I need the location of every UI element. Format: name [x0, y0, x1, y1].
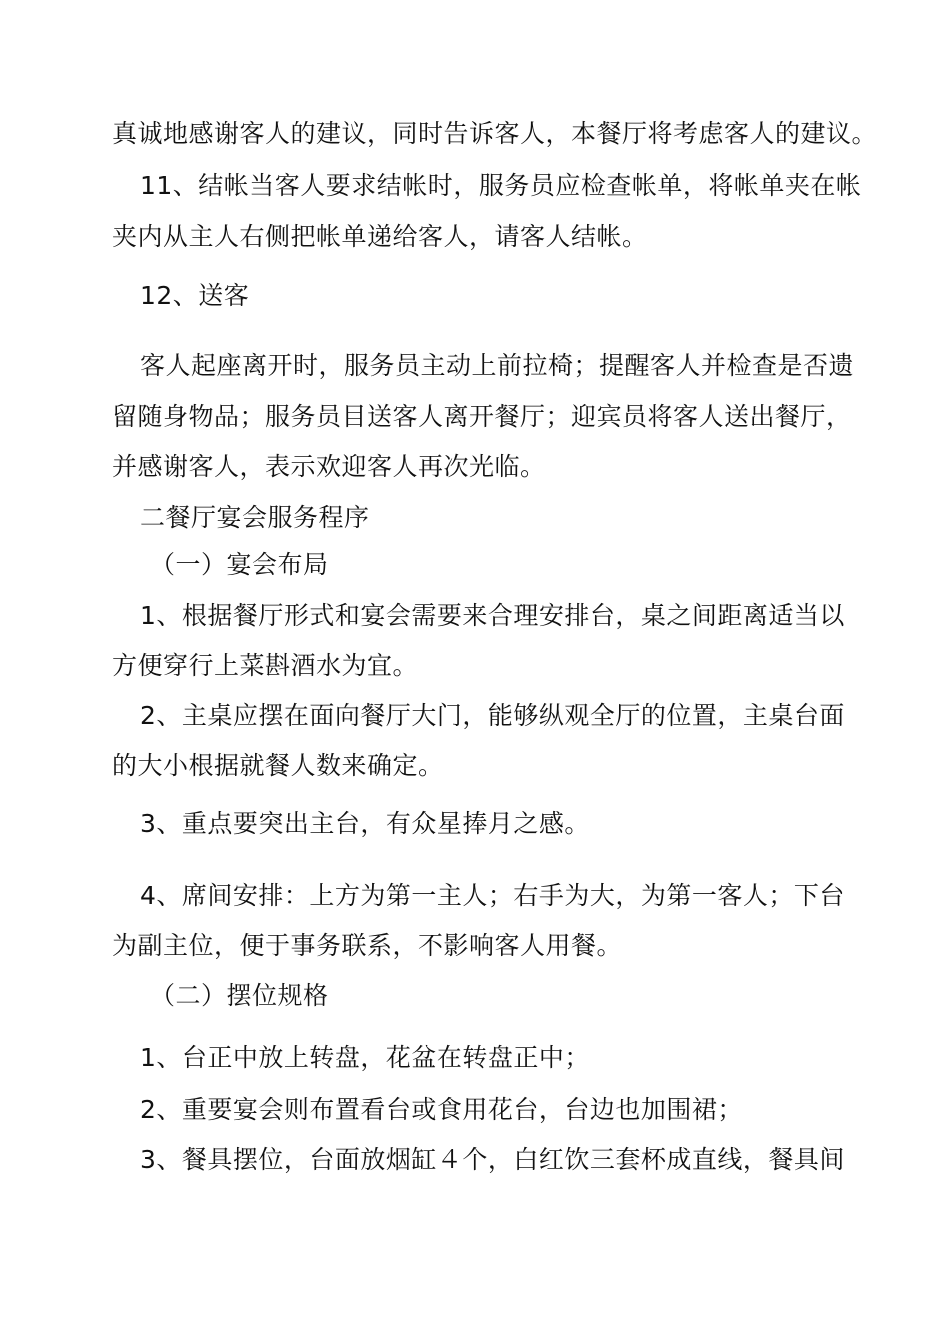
- paragraph-line: 并感谢客人，表示欢迎客人再次光临。: [112, 452, 546, 481]
- subsection-heading: （一）宴会布局: [150, 550, 329, 579]
- paragraph-line: 的大小根据就餐人数来确定。: [112, 751, 444, 780]
- paragraph-line: 方便穿行上菜斟酒水为宜。: [112, 651, 419, 680]
- section-heading: 12、送客: [140, 281, 250, 310]
- paragraph-line: 3、重点要突出主台，有众星捧月之感。: [140, 809, 590, 838]
- paragraph-line: 2、重要宴会则布置看台或食用花台，台边也加围裙；: [140, 1095, 743, 1124]
- paragraph-line: 为副主位，便于事务联系，不影响客人用餐。: [112, 931, 623, 960]
- section-heading: 二餐厅宴会服务程序: [140, 503, 370, 532]
- paragraph-line: 真诚地感谢客人的建议，同时告诉客人，本餐厅将考虑客人的建议。: [112, 119, 878, 148]
- paragraph-line: 客人起座离开时，服务员主动上前拉椅；提醒客人并检查是否遗: [140, 351, 855, 380]
- paragraph-line: 4、席间安排：上方为第一主人；右手为大，为第一客人；下台: [140, 881, 845, 910]
- paragraph-line: 夹内从主人右侧把帐单递给客人，请客人结帐。: [112, 222, 648, 251]
- paragraph-line: 留随身物品；服务员目送客人离开餐厅；迎宾员将客人送出餐厅，: [112, 402, 852, 431]
- paragraph-line: 11、结帐当客人要求结帐时，服务员应检查帐单，将帐单夹在帐: [140, 171, 862, 200]
- paragraph-line: 3、餐具摆位，台面放烟缸４个，白红饮三套杯成直线，餐具间: [140, 1145, 845, 1174]
- subsection-heading: （二）摆位规格: [150, 981, 329, 1010]
- paragraph-line: 1、根据餐厅形式和宴会需要来合理安排台，桌之间距离适当以: [140, 601, 845, 630]
- paragraph-line: 2、主桌应摆在面向餐厅大门，能够纵观全厅的位置，主桌台面: [140, 701, 845, 730]
- paragraph-line: 1、台正中放上转盘，花盆在转盘正中；: [140, 1043, 590, 1072]
